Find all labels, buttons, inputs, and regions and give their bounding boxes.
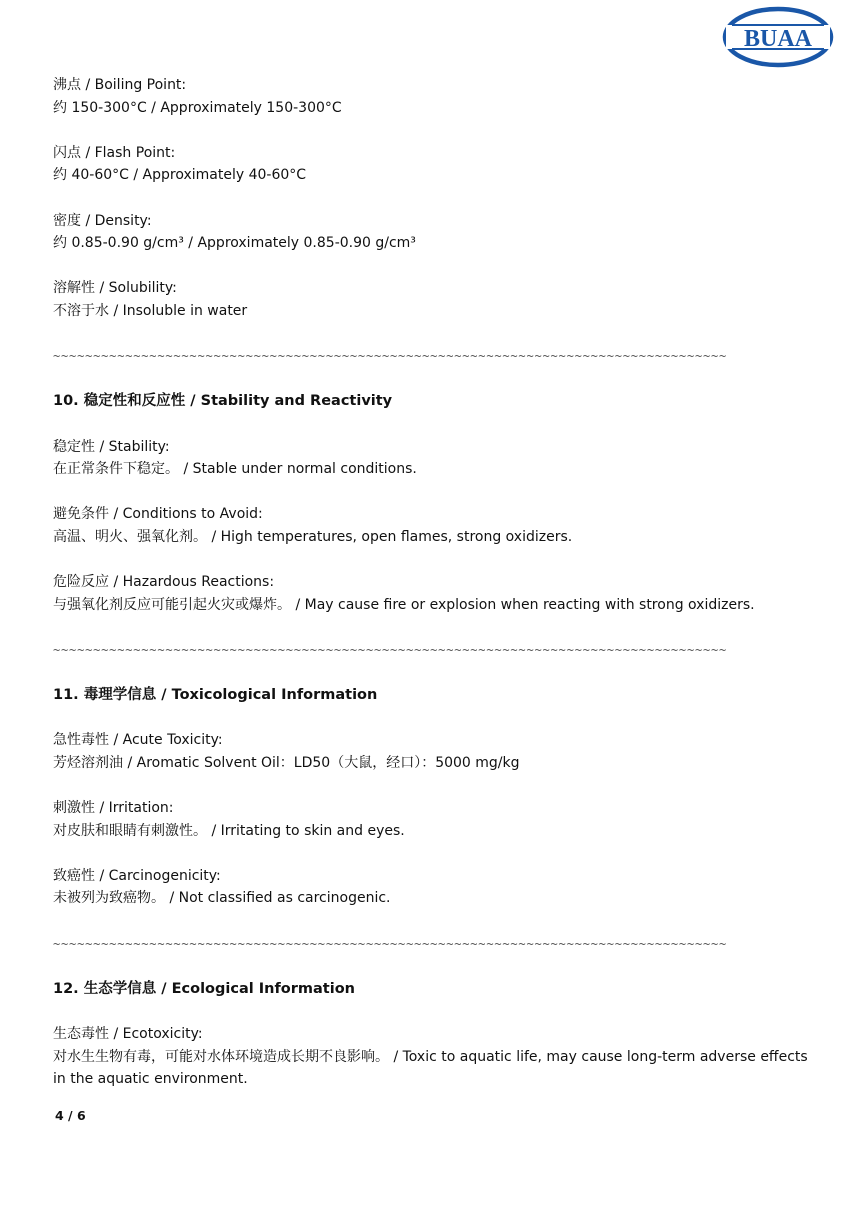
ecotoxicity-label: 生态毒性 / Ecotoxicity: [53,1025,203,1042]
stability-label: 稳定性 / Stability: [53,438,170,455]
density-label: 密度 / Density: [53,212,152,229]
irritation-value: 对皮肤和眼睛有刺激性。 / Irritating to skin and eyes. [53,822,405,839]
conditions-to-avoid-label: 避免条件 / Conditions to Avoid: [53,506,263,523]
ecotoxicity-field [53,1023,818,1091]
conditions-to-avoid-value: 高温、明火、强氧化剂。 / High temperatures, open flames, strong oxidizers. [53,528,573,545]
carcinogenicity-value: 未被列为致癌物。 / Not classified as carcinogenic. [53,890,391,907]
irritation-label: 刺激性 / Irritation: [53,800,174,816]
carcinogenicity-field [53,865,818,910]
stability-field [53,436,818,481]
hazardous-reactions-value: 与强氧化剂反应可能引起火灾或爆炸。 / May cause fire or explosion when reacting with strong oxidizers. [53,596,755,613]
section-12-heading: 12. 生态学信息 / Ecological Information [53,980,355,997]
flash-point-value: 约 40-60°C / Approximately 40-60°C [53,167,307,184]
logo-text: BUAA [743,26,813,52]
acute-toxicity-field [53,729,818,774]
conditions-to-avoid-field [53,503,818,548]
stability-value: 在正常条件下稳定。 / Stable under normal conditions. [53,461,417,478]
solubility-value: 不溶于水 / Insoluble in water [53,302,248,319]
section-10-heading: 10. 稳定性和反应性 / Stability and Reactivity [53,393,393,410]
flash-point-label: 闪点 / Flash Point: [53,144,176,161]
hazardous-reactions-label: 危险反应 / Hazardous Reactions: [53,574,275,591]
solubility-label: 溶解性 / Solubility: [53,280,177,297]
ecotoxicity-value: 对水生生物有毒，可能对水体环境造成长期不良影响。 / Toxic to aquatic life, may cause long-term adverse effects in the aquatic environment. [53,1048,808,1088]
density-value: 约 0.85-0.90 g/cm³ / Approximately 0.85-0.90 g/cm³ [53,235,416,252]
flash-point-field [53,142,818,187]
section-11-heading: 11. 毒理学信息 / Toxicological Information [53,687,378,704]
boiling-point-label: 沸点 / Boiling Point: [53,77,187,93]
section-separator: ~~~~~~~~~~~~~~~~~~~~~~~~~~~~~~~~~~~~~~~~~~~~~~~~~~~~~~~~~~~~~~~~~~~~~~~~~~~~~~~~~~~~ [53,642,728,657]
hazardous-reactions-field [53,571,818,616]
boiling-point-value: 约 150-300°C / Approximately 150-300°C [53,99,342,116]
acute-toxicity-label: 急性毒性 / Acute Toxicity: [53,732,223,749]
document-content [53,74,818,1113]
irritation-field [53,797,818,842]
solubility-field [53,277,818,322]
density-field [53,210,818,255]
buaa-logo [722,6,834,68]
section-separator: ~~~~~~~~~~~~~~~~~~~~~~~~~~~~~~~~~~~~~~~~~~~~~~~~~~~~~~~~~~~~~~~~~~~~~~~~~~~~~~~~~~~~ [53,349,728,364]
acute-toxicity-value: 芳烃溶剂油 / Aromatic Solvent Oil：LD50（大鼠，经口）：5000 mg/kg [53,754,520,771]
page-number: 4 / 6 [55,1108,86,1123]
carcinogenicity-label: 致癌性 / Carcinogenicity: [53,867,221,884]
boiling-point-field [53,74,818,119]
section-separator: ~~~~~~~~~~~~~~~~~~~~~~~~~~~~~~~~~~~~~~~~~~~~~~~~~~~~~~~~~~~~~~~~~~~~~~~~~~~~~~~~~~~~ [53,936,728,951]
